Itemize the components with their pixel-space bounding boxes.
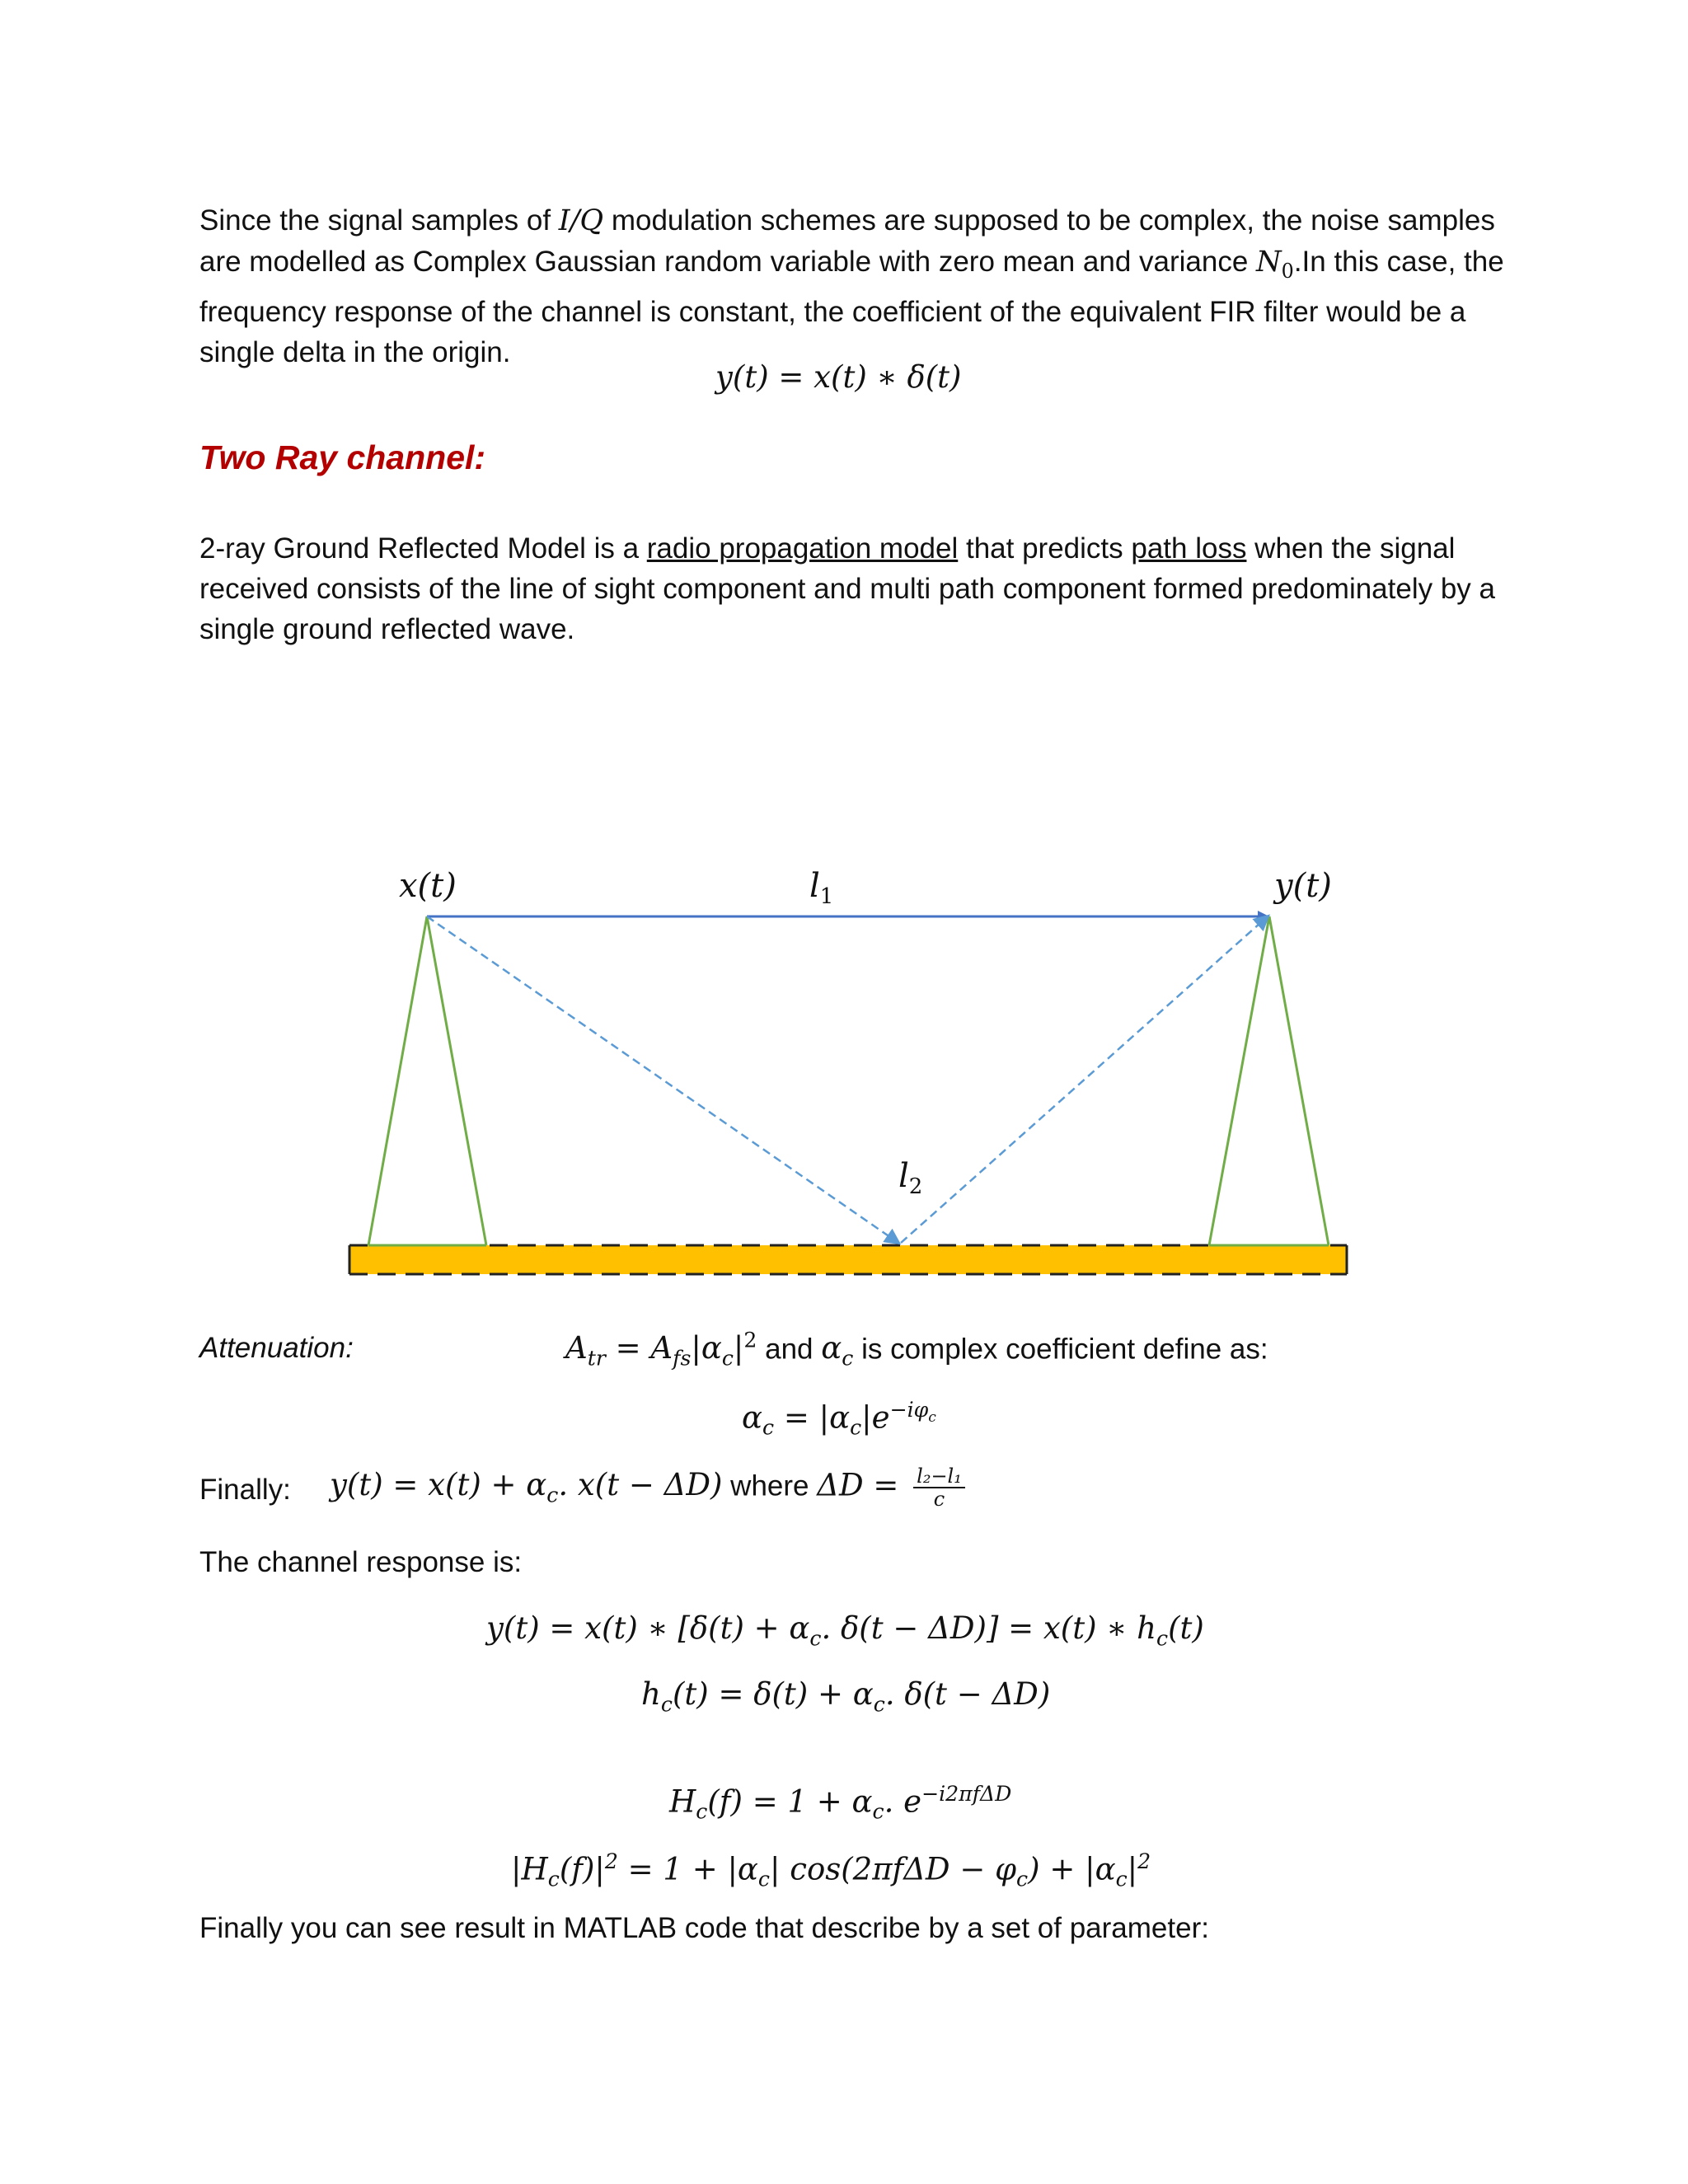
equation-alpha: $\alpha_c = |\alpha_c|e^{-i\varphi_c}$ [742,1398,936,1440]
equation-delta: y(t) = x(t) ∗ δ(t) [715,359,962,395]
finally-equation: $y(t) = x(t) + \alpha_c$. x(t − ΔD) where ΔD = $\frac{\text{l₂−l₁}}{c}$ [330,1465,965,1510]
model-text-3: when the signal received consists of the line of sight component and multi path component formed predominately by a single ground reflected wave. [199,532,1495,645]
iq-symbol: I/Q [558,204,604,237]
radio-propagation-link[interactable]: radio propagation model [646,532,959,565]
closing-text: Finally you can see result in MATLAB code that describe by a set of parameter: [199,1912,1209,1944]
l1-label: $l_1$ [809,867,834,909]
intro-text-1: Since the signal samples of [199,204,559,237]
equation-y: y(t) = x(t) ∗ [$\delta(t) + \alpha_c$. δ(t − ΔD)] = x(t) ∗ $h_c(t)$ [486,1610,1204,1651]
channel-response-label: The channel response is: [199,1546,523,1578]
intro-text-3: .In this case, the frequency response of the channel is constant, the coefficient of the equivalent FIR filter would be a single delta in the origin. [199,246,1504,368]
reflected-path-outgoing [901,916,1268,1243]
model-text-1: 2-ray Ground Reflected Model is a [199,532,647,565]
attenuation-equation: $A_{tr} = A_{fs}|\alpha_c|^2$ and $\alpha_c$ is complex coefficient define as: [565,1329,1268,1371]
section-heading: Two Ray channel: [199,438,486,476]
rx-label: y(t) [1274,867,1332,905]
tx-label: x(t) [399,867,457,905]
transmitter-tower [368,916,486,1245]
two-ray-diagram [0,849,1688,1294]
receiver-tower [1209,916,1329,1245]
attenuation-label: Attenuation: [199,1332,354,1364]
path-loss-link[interactable]: path loss [1131,532,1247,565]
ground-plane [349,1245,1347,1274]
equation-h: $h_c(t) = \delta(t) + \alpha_c$. δ(t − ΔD) [641,1676,1051,1717]
equation-H-squared: $|H_c(f)|^2 = 1 + |\alpha_c|$ $\cos(2\pi f\Delta D - \varphi_c) + |\alpha_c|^2$ [511,1849,1151,1891]
intro-text-2: modulation schemes are supposed to be complex, the noise samples are modelled as Complex Gaussian random variable with zero mean and variance [199,204,1495,278]
n0-symbol: $N_0$ [1256,246,1294,283]
reflected-path-incident [427,916,898,1243]
l2-label: $l_2$ [898,1157,923,1199]
intro-paragraph [199,200,1518,373]
model-text-2: that predicts [958,532,1132,565]
finally-label: Finally: [199,1474,291,1506]
model-paragraph [199,528,1518,649]
equation-H: $H_c(f) = 1 + \alpha_c$. $e^{-i2\pi f\Delta D}$ [669,1782,1012,1824]
